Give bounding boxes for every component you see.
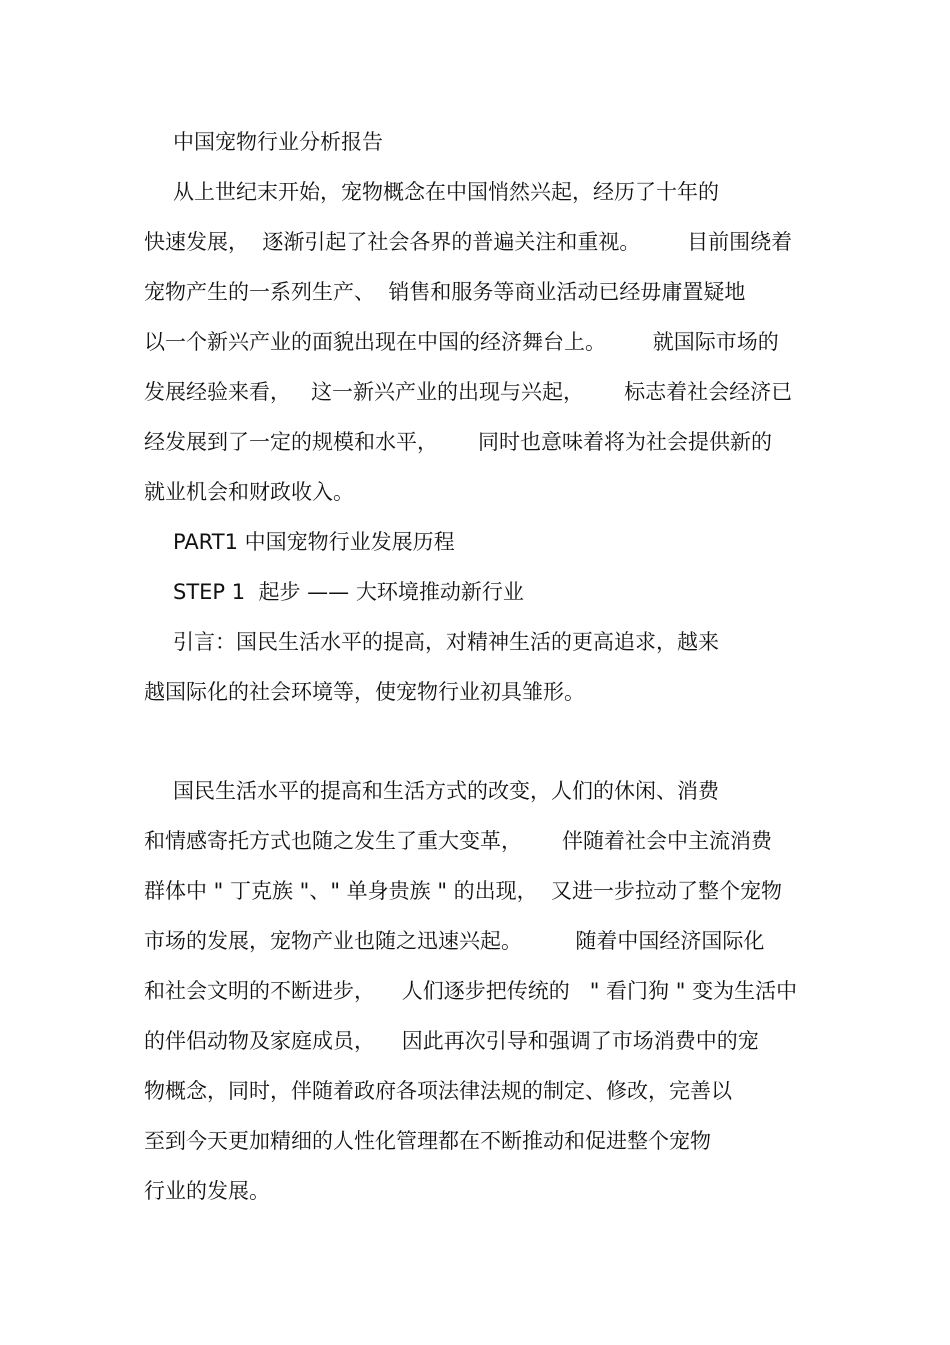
intro-line: 从上世纪末开始，宠物概念在中国悄然兴起，经历了十年的 — [173, 180, 719, 204]
intro-line: 宠物产生的一系列生产、 销售和服务等商业活动已经毋庸置疑地 — [144, 280, 746, 304]
body-line: 物概念，同时，伴随着政府各项法律法规的制定、修改，完善以 — [144, 1079, 732, 1103]
intro-line: 快速发展， 逐渐引起了社会各界的普遍关注和重视。 目前围绕着 — [144, 230, 793, 254]
intro-line: 发展经验来看， 这一新兴产业的出现与兴起， 标志着社会经济已 — [144, 380, 793, 404]
body-line: 和情感寄托方式也随之发生了重大变革， 伴随着社会中主流消费 — [144, 829, 773, 853]
body-line: 行业的发展。 — [144, 1179, 270, 1203]
intro-line: 以一个新兴产业的面貌出现在中国的经济舞台上。 就国际市场的 — [144, 330, 779, 354]
body-line: 群体中 " 丁克族 "、" 单身贵族 " 的出现， 又进一步拉动了整个宠物 — [144, 879, 783, 903]
body-line: 的伴侣动物及家庭成员， 因此再次引导和强调了市场消费中的宠 — [144, 1029, 759, 1053]
lead-line: 引言：国民生活水平的提高，对精神生活的更高追求，越来 — [173, 630, 719, 654]
intro-line: 就业机会和财政收入。 — [144, 480, 354, 504]
body-line: 市场的发展，宠物产业也随之迅速兴起。 随着中国经济国际化 — [144, 929, 765, 953]
step-heading: STEP 1 起步 —— 大环境推动新行业 — [173, 580, 524, 604]
document-title: 中国宠物行业分析报告 — [173, 130, 383, 154]
body-line: 国民生活水平的提高和生活方式的改变，人们的休闲、消费 — [173, 779, 719, 803]
body-line: 至到今天更加精细的人性化管理都在不断推动和促进整个宠物 — [144, 1129, 711, 1153]
part-heading: PART1 中国宠物行业发展历程 — [173, 530, 455, 554]
body-line: 和社会文明的不断进步， 人们逐步把传统的 " 看门狗 " 变为生活中 — [144, 979, 798, 1003]
intro-line: 经发展到了一定的规模和水平， 同时也意味着将为社会提供新的 — [144, 430, 773, 454]
lead-line: 越国际化的社会环境等，使宠物行业初具雏形。 — [144, 680, 585, 704]
